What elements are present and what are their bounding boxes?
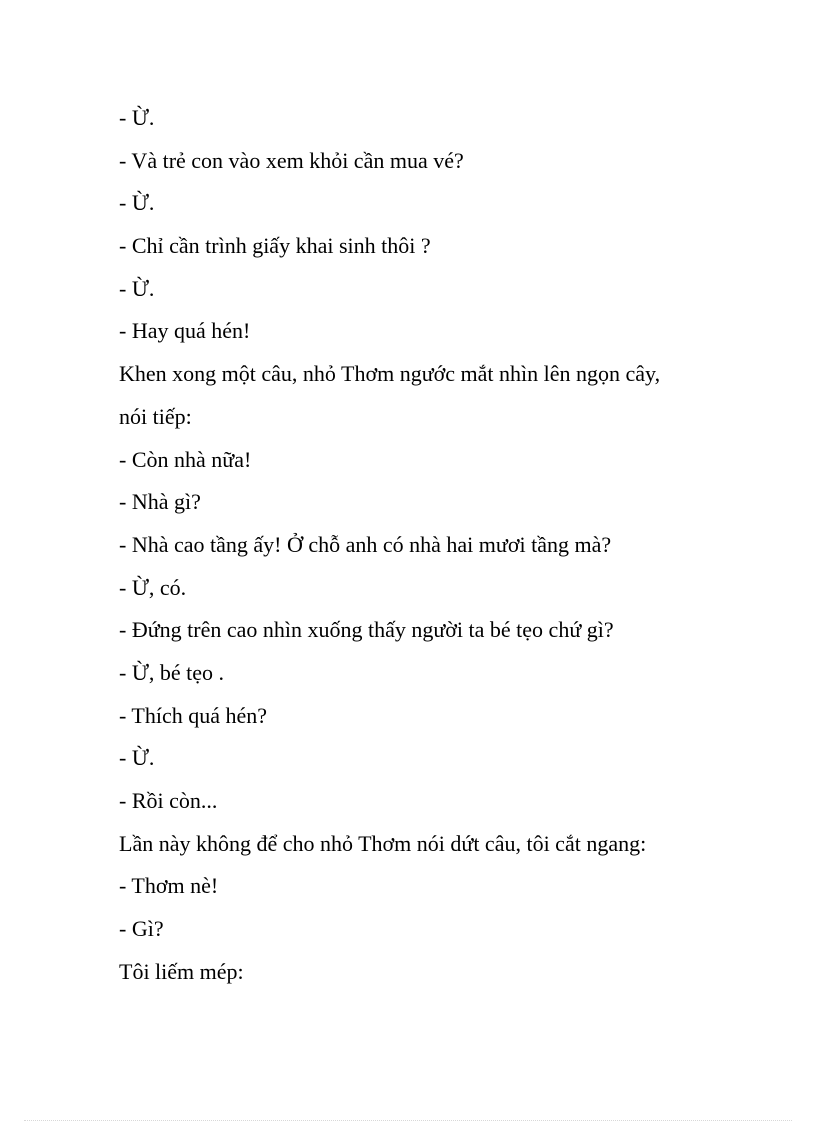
text-line: - Nhà cao tầng ấy! Ở chỗ anh có nhà hai mươi tầng mà? bbox=[119, 531, 612, 557]
text-line: - Chỉ cần trình giấy khai sinh thôi ? bbox=[119, 233, 431, 259]
text-line: - Gì? bbox=[119, 916, 164, 942]
text-line: Tôi liếm mép: bbox=[119, 958, 244, 984]
text-line: - Rồi còn... bbox=[119, 788, 218, 813]
text-line: - Ừ. bbox=[119, 275, 155, 301]
text-line: - Nhà gì? bbox=[119, 489, 201, 515]
text-line: - Ừ. bbox=[119, 190, 155, 216]
text-line: - Ừ, có. bbox=[119, 574, 187, 600]
text-line: - Còn nhà nữa! bbox=[119, 446, 252, 472]
text-line: - Thơm nè! bbox=[119, 873, 219, 899]
page-bottom-divider bbox=[24, 1120, 792, 1121]
text-line: - Và trẻ con vào xem khỏi cần mua vé? bbox=[119, 147, 464, 173]
document-text bbox=[119, 103, 759, 999]
text-line: nói tiếp: bbox=[119, 403, 192, 429]
text-line: - Ừ. bbox=[119, 105, 155, 130]
text-line: Lần này không để cho nhỏ Thơm nói dứt câu, tôi cắt ngang: bbox=[119, 830, 647, 856]
text-line: Khen xong một câu, nhỏ Thơm ngước mắt nhìn lên ngọn cây, bbox=[119, 361, 661, 387]
text-line: - Thích quá hén? bbox=[119, 702, 268, 728]
text-line: - Ừ, bé tẹo . bbox=[119, 659, 225, 685]
text-line: - Đứng trên cao nhìn xuống thấy người ta bé tẹo chứ gì? bbox=[119, 617, 614, 643]
text-line: - Ừ. bbox=[119, 745, 155, 771]
text-line: - Hay quá hén! bbox=[119, 318, 251, 344]
